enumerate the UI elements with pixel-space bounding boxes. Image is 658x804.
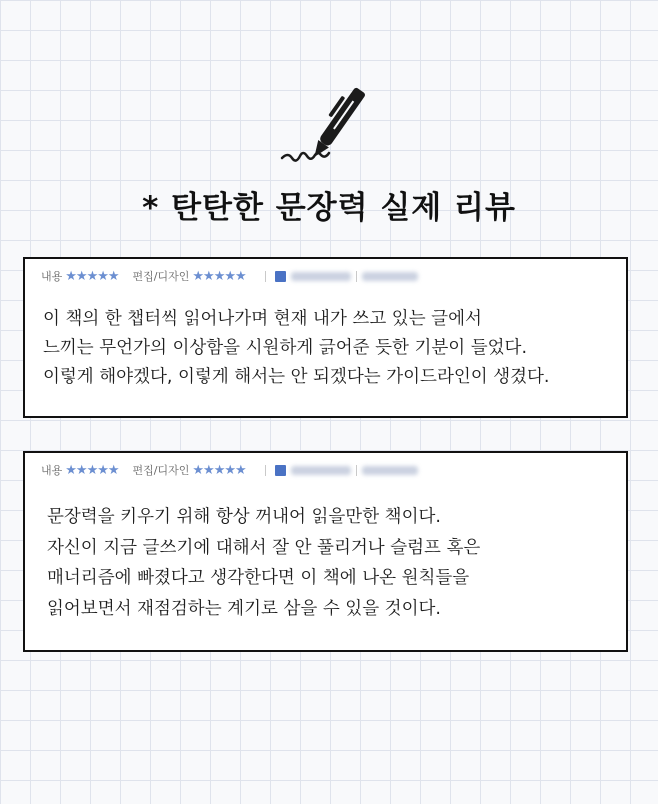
- review-meta: [41, 461, 418, 479]
- rating-label-content: 내용: [41, 270, 63, 283]
- rating-label-design: 편집/디자인: [132, 464, 190, 477]
- divider: [356, 465, 357, 476]
- divider: [356, 271, 357, 282]
- user-icon: [275, 465, 286, 476]
- page-title: * 탄탄한 문장력 실제 리뷰: [142, 190, 516, 226]
- user-icon: [275, 271, 286, 282]
- review-date-blurred: [362, 466, 418, 475]
- rating-stars-design: ★★★★★: [192, 462, 246, 478]
- rating-stars-design: ★★★★★: [192, 268, 246, 284]
- divider: [265, 271, 266, 282]
- review-line: 이 책의 한 챕터씩 읽어나가며 현재 내가 쓰고 있는 글에서: [43, 309, 482, 329]
- review-text: [43, 305, 550, 392]
- review-line: 문장력을 키우기 위해 항상 꺼내어 읽을만한 책이다.: [47, 507, 441, 527]
- review-date-blurred: [362, 272, 418, 281]
- rating-label-design: 편집/디자인: [132, 270, 190, 283]
- review-card: [23, 257, 628, 418]
- review-card: [23, 451, 628, 652]
- rating-label-content: 내용: [41, 464, 63, 477]
- review-line: 읽어보면서 재점검하는 계기로 삼을 수 있을 것이다.: [47, 598, 441, 619]
- reviewer-redacted: [275, 465, 418, 476]
- review-line: 매너리즘에 빠졌다고 생각한다면 이 책에 나온 원칙들을: [47, 568, 470, 588]
- rating-stars-content: ★★★★★: [65, 268, 119, 284]
- review-line: 이렇게 해야겠다, 이렇게 해서는 안 되겠다는 가이드라인이 생겼다.: [43, 367, 550, 387]
- reviewer-name-blurred: [291, 466, 351, 475]
- reviewer-name-blurred: [291, 272, 351, 281]
- rating-stars-content: ★★★★★: [65, 462, 119, 478]
- review-line: 자신이 지금 글쓰기에 대해서 잘 안 풀리거나 슬럼프 혹은: [47, 537, 481, 558]
- review-line: 느끼는 무언가의 이상함을 시원하게 긁어준 듯한 기분이 들었다.: [43, 338, 528, 358]
- review-meta: [41, 267, 418, 285]
- pen-writing-icon: [272, 70, 392, 170]
- divider: [265, 465, 266, 476]
- review-text: [47, 502, 480, 624]
- reviewer-redacted: [275, 271, 418, 282]
